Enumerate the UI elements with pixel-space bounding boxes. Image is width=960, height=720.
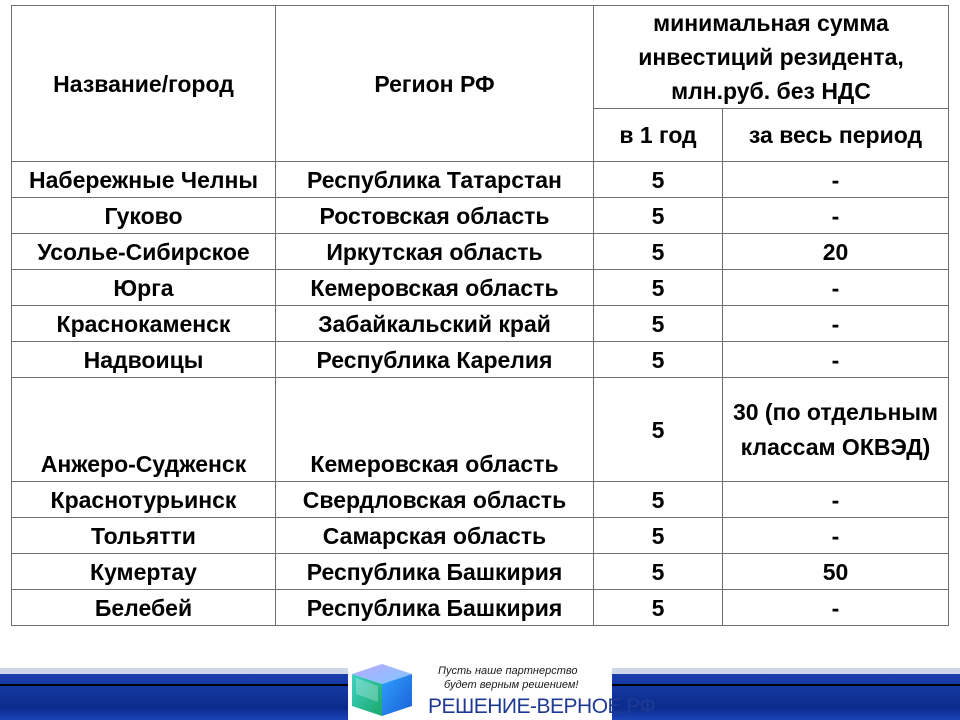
cell-whole-period: - — [723, 342, 949, 378]
cell-per-year: 5 — [594, 198, 723, 234]
table-row — [12, 270, 949, 306]
cell-city: Усолье-Сибирское — [12, 234, 276, 270]
cell-per-year: 5 — [594, 554, 723, 590]
cell-region: Республика Карелия — [276, 342, 594, 378]
footer-bar-left — [0, 668, 348, 720]
cell-region: Самарская область — [276, 518, 594, 554]
cell-per-year: 5 — [594, 162, 723, 198]
table-row — [12, 342, 949, 378]
cell-per-year: 5 — [594, 234, 723, 270]
cell-city: Краснокаменск — [12, 306, 276, 342]
cell-city: Гуково — [12, 198, 276, 234]
cell-whole-period: - — [723, 590, 949, 626]
cell-region: Республика Татарстан — [276, 162, 594, 198]
cell-city: Набережные Челны — [12, 162, 276, 198]
cell-region: Иркутская область — [276, 234, 594, 270]
header-region: Регион РФ — [276, 6, 594, 162]
table-row — [12, 306, 949, 342]
resident-investment-table — [11, 5, 949, 626]
table-row — [12, 198, 949, 234]
table-body — [12, 162, 949, 626]
cell-whole-period: - — [723, 270, 949, 306]
cell-city: Кумертау — [12, 554, 276, 590]
cell-whole-period: 20 — [723, 234, 949, 270]
cell-region: Республика Башкирия — [276, 590, 594, 626]
cell-per-year: 5 — [594, 306, 723, 342]
cell-whole-period: - — [723, 518, 949, 554]
table-row — [12, 518, 949, 554]
header-row — [12, 6, 949, 109]
cell-whole-period: 30 (по отдельным классам ОКВЭД) — [723, 378, 949, 482]
cell-city: Краснотурьинск — [12, 482, 276, 518]
table-row — [12, 234, 949, 270]
cell-region: Свердловская область — [276, 482, 594, 518]
cell-per-year: 5 — [594, 482, 723, 518]
cell-region: Кемеровская область — [276, 378, 594, 482]
footer-bar-right — [612, 668, 960, 720]
cell-city: Юрга — [12, 270, 276, 306]
cell-city: Надвоицы — [12, 342, 276, 378]
header-investment-group: минимальная сумма инвестиций резидента, млн.руб. без НДС — [594, 6, 949, 109]
cell-region: Забайкальский край — [276, 306, 594, 342]
glass-cube-icon — [350, 662, 414, 718]
cell-whole-period: - — [723, 482, 949, 518]
cell-per-year: 5 — [594, 378, 723, 482]
footer-slogan — [438, 664, 610, 692]
cell-whole-period: - — [723, 198, 949, 234]
slogan-line-1: Пусть наше партнерство — [438, 665, 578, 677]
cell-per-year: 5 — [594, 270, 723, 306]
table-row — [12, 554, 949, 590]
cell-whole-period: - — [723, 306, 949, 342]
table-row — [12, 162, 949, 198]
header-per-year: в 1 год — [594, 109, 723, 162]
header-city: Название/город — [12, 6, 276, 162]
cell-city: Белебей — [12, 590, 276, 626]
slogan-line-2: будет верным решением! — [444, 679, 579, 691]
cell-whole-period: - — [723, 162, 949, 198]
cell-region: Ростовская область — [276, 198, 594, 234]
footer-logo — [348, 660, 656, 720]
table-row — [12, 590, 949, 626]
cell-region: Республика Башкирия — [276, 554, 594, 590]
cell-city: Анжеро-Судженск — [12, 378, 276, 482]
cell-per-year: 5 — [594, 342, 723, 378]
cell-region: Кемеровская область — [276, 270, 594, 306]
cell-per-year: 5 — [594, 590, 723, 626]
cell-city: Тольятти — [12, 518, 276, 554]
brand-name: РЕШЕНИЕ-ВЕРНОЕ.РФ — [428, 695, 656, 718]
cell-whole-period: 50 — [723, 554, 949, 590]
table-row — [12, 378, 949, 482]
table-row — [12, 482, 949, 518]
header-whole-period: за весь период — [723, 109, 949, 162]
cell-per-year: 5 — [594, 518, 723, 554]
